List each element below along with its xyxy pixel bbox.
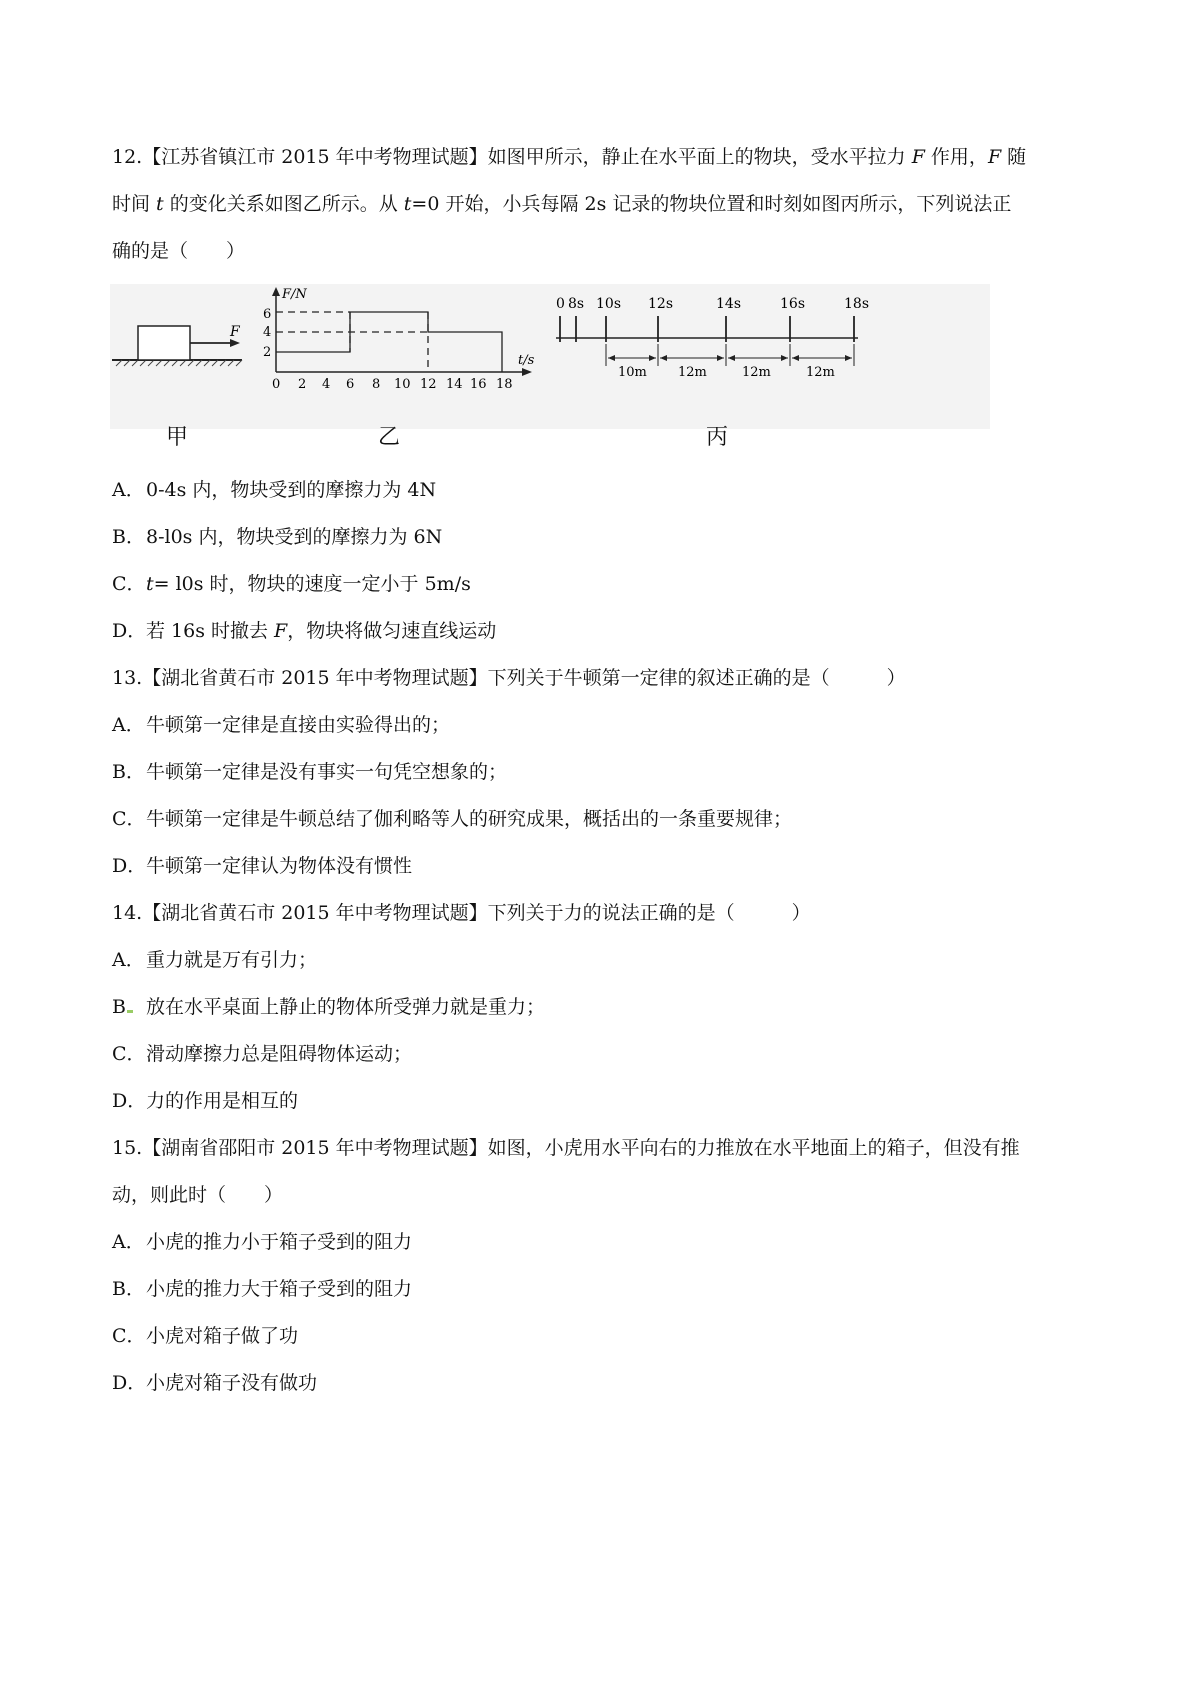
q13-option-d: D．牛顿第一定律认为物体没有惯性 [112, 855, 413, 877]
yi-ytick-4: 4 [263, 325, 272, 340]
force-label-f: F [230, 324, 240, 340]
q15-option-a: A．小虎的推力小于箱子受到的阻力 [112, 1231, 413, 1253]
bing-time-16s: 16s [780, 296, 805, 312]
question-12-stem [112, 145, 1112, 263]
q13-option-b: B．牛顿第一定律是没有事实一句凭空想象的； [112, 761, 508, 783]
diagram-jia [112, 324, 242, 366]
diagram-yi [263, 287, 535, 392]
question-12-line-2: 时间 t 的变化关系如图乙所示。从 t=0 开始，小兵每隔 2s 记录的物块位置和时刻如图丙所示，下列说法正 [112, 193, 1012, 215]
diagram-bing [556, 296, 869, 380]
bing-distance-4: 12m [806, 365, 835, 380]
bing-distance-1: 10m [618, 365, 647, 380]
figure-label-jia: 甲 [166, 425, 189, 450]
q12-option-a: A．0-4s 内，物块受到的摩擦力为 4N [112, 479, 437, 501]
yi-xtick-0: 0 [272, 377, 281, 392]
figure-label-bing: 丙 [706, 425, 729, 450]
q13-option-a: A．牛顿第一定律是直接由实验得出的； [112, 714, 451, 736]
highlight-mark [127, 1010, 133, 1013]
bing-time-10s: 10s [596, 296, 621, 312]
yi-xtick-18: 18 [496, 377, 513, 392]
yi-xtick-8: 8 [372, 377, 381, 392]
bing-time-14s: 14s [716, 296, 741, 312]
q13-option-c: C．牛顿第一定律是牛顿总结了伽利略等人的研究成果，概括出的一条重要规律； [112, 808, 793, 830]
bing-distance-3: 12m [742, 365, 771, 380]
bing-time-8s: 8s [568, 296, 585, 312]
yi-xlabel: t/s [518, 353, 535, 368]
q14-option-a: A．重力就是万有引力； [112, 949, 318, 971]
question-15-line-1: 15.【湖南省邵阳市 2015 年中考物理试题】如图，小虎用水平向右的力推放在水平地面上的箱子，但没有推 [112, 1137, 1020, 1159]
yi-xtick-4: 4 [322, 377, 331, 392]
yi-xtick-6: 6 [346, 377, 355, 392]
yi-xtick-14: 14 [446, 377, 463, 392]
q15-option-b: B．小虎的推力大于箱子受到的阻力 [112, 1278, 413, 1300]
q14-option-b: B 放在水平桌面上静止的物体所受弹力就是重力； [112, 996, 546, 1018]
yi-xtick-10: 10 [394, 377, 411, 392]
bing-distance-2: 12m [678, 365, 707, 380]
yi-xtick-12: 12 [420, 377, 437, 392]
q12-option-c: C．t= l0s 时，物块的速度一定小于 5m/s [112, 573, 471, 595]
yi-xtick-16: 16 [470, 377, 487, 392]
question-13-stem: 13.【湖北省黄石市 2015 年中考物理试题】下列关于牛顿第一定律的叙述正确的是（ ） [112, 667, 906, 689]
q15-option-d: D．小虎对箱子没有做功 [112, 1372, 318, 1394]
bing-time-18s: 18s [844, 296, 869, 312]
q14-option-c: C．滑动摩擦力总是阻碍物体运动； [112, 1043, 413, 1065]
yi-ylabel: F/N [282, 287, 307, 302]
figure-diagrams [110, 284, 990, 424]
bing-time-12s: 12s [648, 296, 673, 312]
yi-xtick-2: 2 [298, 377, 307, 392]
q12-option-d: D．若 16s 时撤去 F，物块将做匀速直线运动 [112, 620, 497, 642]
q14-option-d: D．力的作用是相互的 [112, 1090, 299, 1112]
question-15-line-2: 动，则此时（ ） [112, 1184, 284, 1206]
question-14-stem: 14.【湖北省黄石市 2015 年中考物理试题】下列关于力的说法正确的是（ ） [112, 902, 811, 924]
yi-ytick-6: 6 [263, 307, 272, 322]
question-12-line-3: 确的是（ ） [112, 240, 246, 262]
q15-option-c: C．小虎对箱子做了功 [112, 1325, 299, 1347]
question-12-line-1: 12.【江苏省镇江市 2015 年中考物理试题】如图甲所示，静止在水平面上的物块，受水平拉力 F 作用，F 随 [112, 146, 1027, 168]
q12-option-b: B．8-l0s 内，物块受到的摩擦力为 6N [112, 526, 443, 548]
question-12-figure [110, 284, 990, 454]
page-content [112, 145, 1112, 1418]
yi-ytick-2: 2 [263, 345, 272, 360]
figure-label-yi: 乙 [378, 425, 401, 450]
bing-time-0: 0 [556, 296, 565, 312]
